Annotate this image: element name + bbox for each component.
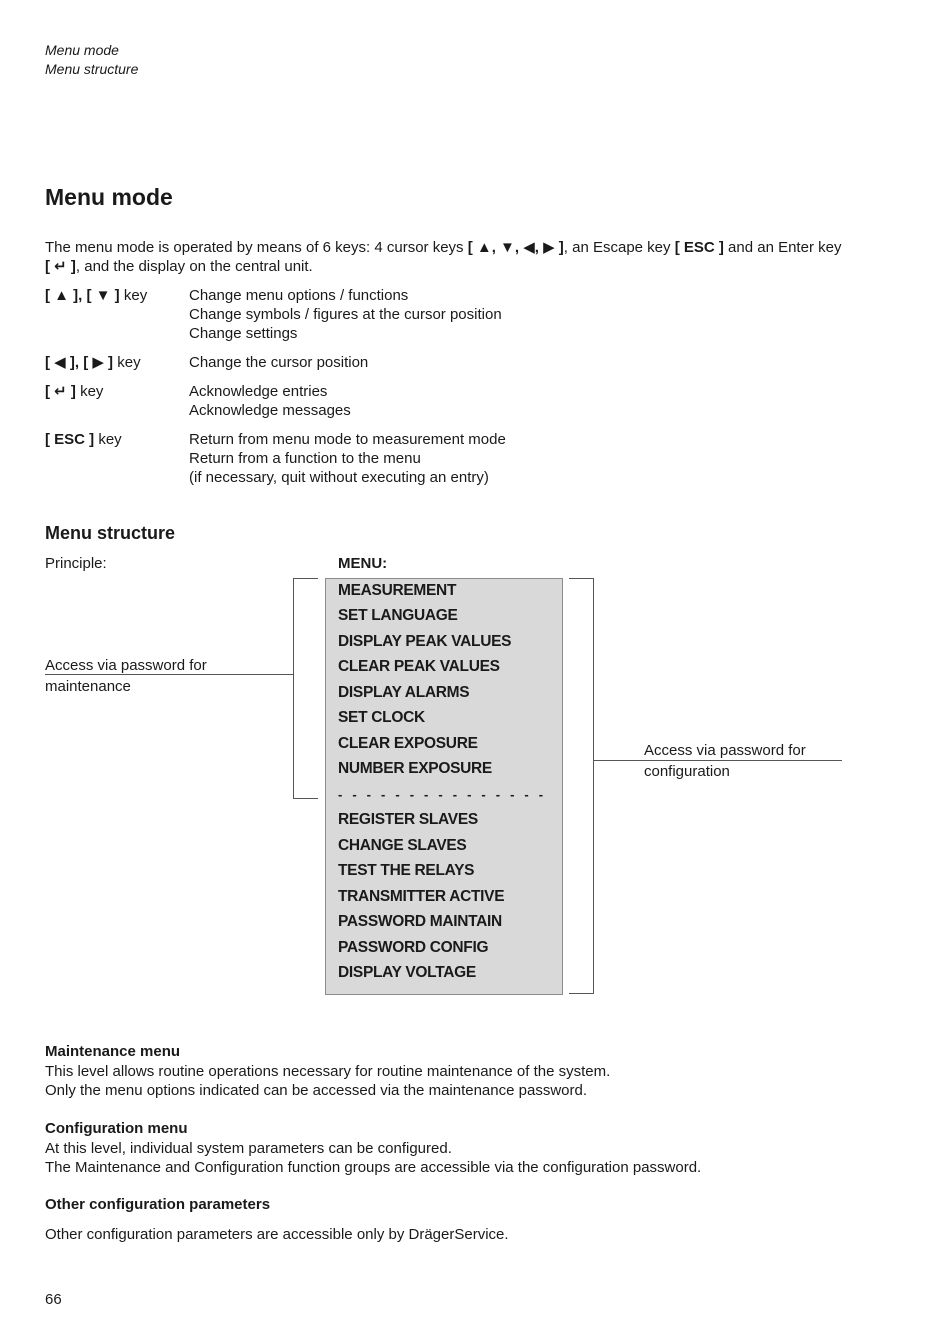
maintenance-bracket-top	[293, 578, 318, 579]
menu-item: PASSWORD CONFIG	[338, 939, 489, 956]
key-up-down: [ ▲ ], [ ▼ ] key	[45, 287, 148, 304]
menu-item: REGISTER SLAVES	[338, 811, 478, 828]
enter-key-label: [ ↵ ]	[45, 258, 76, 275]
maintenance-menu-heading: Maintenance menu	[45, 1043, 181, 1060]
menu-item: DISPLAY PEAK VALUES	[338, 633, 512, 650]
maintenance-bracket-vertical	[293, 578, 294, 799]
config-bracket-vertical	[593, 578, 594, 994]
key-enter: [ ↵ ] key	[45, 383, 104, 400]
menu-item: SET LANGUAGE	[338, 607, 458, 624]
other-config-text: Other configuration parameters are accessible only by DrägerService.	[45, 1226, 509, 1243]
configuration-menu-heading: Configuration menu	[45, 1120, 188, 1137]
menu-separator: - - - - - - - - - - - - - - -	[338, 787, 547, 802]
menu-title: MENU:	[338, 555, 388, 572]
key-left-right-description: Change the cursor position	[189, 354, 369, 371]
cursor-keys-label: [ ▲, ▼, ◀, ▶ ]	[467, 239, 564, 256]
menu-list-box	[325, 578, 563, 995]
configuration-menu-text: At this level, individual system parameters can be configured. The Maintenance and Configuration function groups are accessible via the configuration password.	[45, 1140, 702, 1176]
menu-item: DISPLAY ALARMS	[338, 684, 470, 701]
intro-paragraph: The menu mode is operated by means of 6 keys: 4 cursor keys [ ▲, ▼, ◀, ▶ ], an Escape key [ ESC ] and an Enter key [ ↵ ], and the display on the central unit.	[45, 239, 842, 275]
maintenance-bracket-bottom	[293, 798, 318, 799]
page-number: 66	[45, 1291, 62, 1308]
principle-label: Principle:	[45, 555, 107, 572]
esc-key-label: [ ESC ]	[674, 239, 724, 256]
menu-item: MEASUREMENT	[338, 582, 457, 599]
menu-item: NUMBER EXPOSURE	[338, 760, 492, 777]
running-header-line-1: Menu mode	[45, 42, 119, 58]
key-enter-description: Acknowledge entries Acknowledge messages	[189, 383, 351, 419]
config-access-label: Access via password for configuration	[644, 742, 806, 780]
running-header-line-2: Menu structure	[45, 61, 139, 77]
maintenance-access-label: Access via password for maintenance	[45, 657, 207, 695]
other-config-heading: Other configuration parameters	[45, 1196, 271, 1213]
key-up-down-description: Change menu options / functions Change symbols / figures at the cursor position Change settings	[189, 287, 502, 342]
menu-item: SET CLOCK	[338, 709, 425, 726]
key-esc: [ ESC ] key	[45, 431, 122, 448]
menu-item: CHANGE SLAVES	[338, 837, 467, 854]
menu-item: CLEAR EXPOSURE	[338, 735, 478, 752]
menu-item: TEST THE RELAYS	[338, 862, 475, 879]
key-left-right: [ ◀ ], [ ▶ ] key	[45, 354, 141, 371]
menu-item: TRANSMITTER ACTIVE	[338, 888, 505, 905]
config-bracket-bottom	[569, 993, 594, 994]
menu-item: PASSWORD MAINTAIN	[338, 913, 502, 930]
page-title: Menu mode	[45, 184, 173, 210]
menu-structure-heading: Menu structure	[45, 523, 176, 543]
maintenance-menu-text: This level allows routine operations necessary for routine maintenance of the system. Only the menu options indicated can be accessed via the maintenance password.	[45, 1063, 611, 1099]
key-esc-description: Return from menu mode to measurement mode Return from a function to the menu (if necessary, quit without executing an entry)	[189, 431, 506, 486]
menu-item: CLEAR PEAK VALUES	[338, 658, 500, 675]
menu-item: DISPLAY VOLTAGE	[338, 964, 476, 981]
config-bracket-top	[569, 578, 594, 579]
